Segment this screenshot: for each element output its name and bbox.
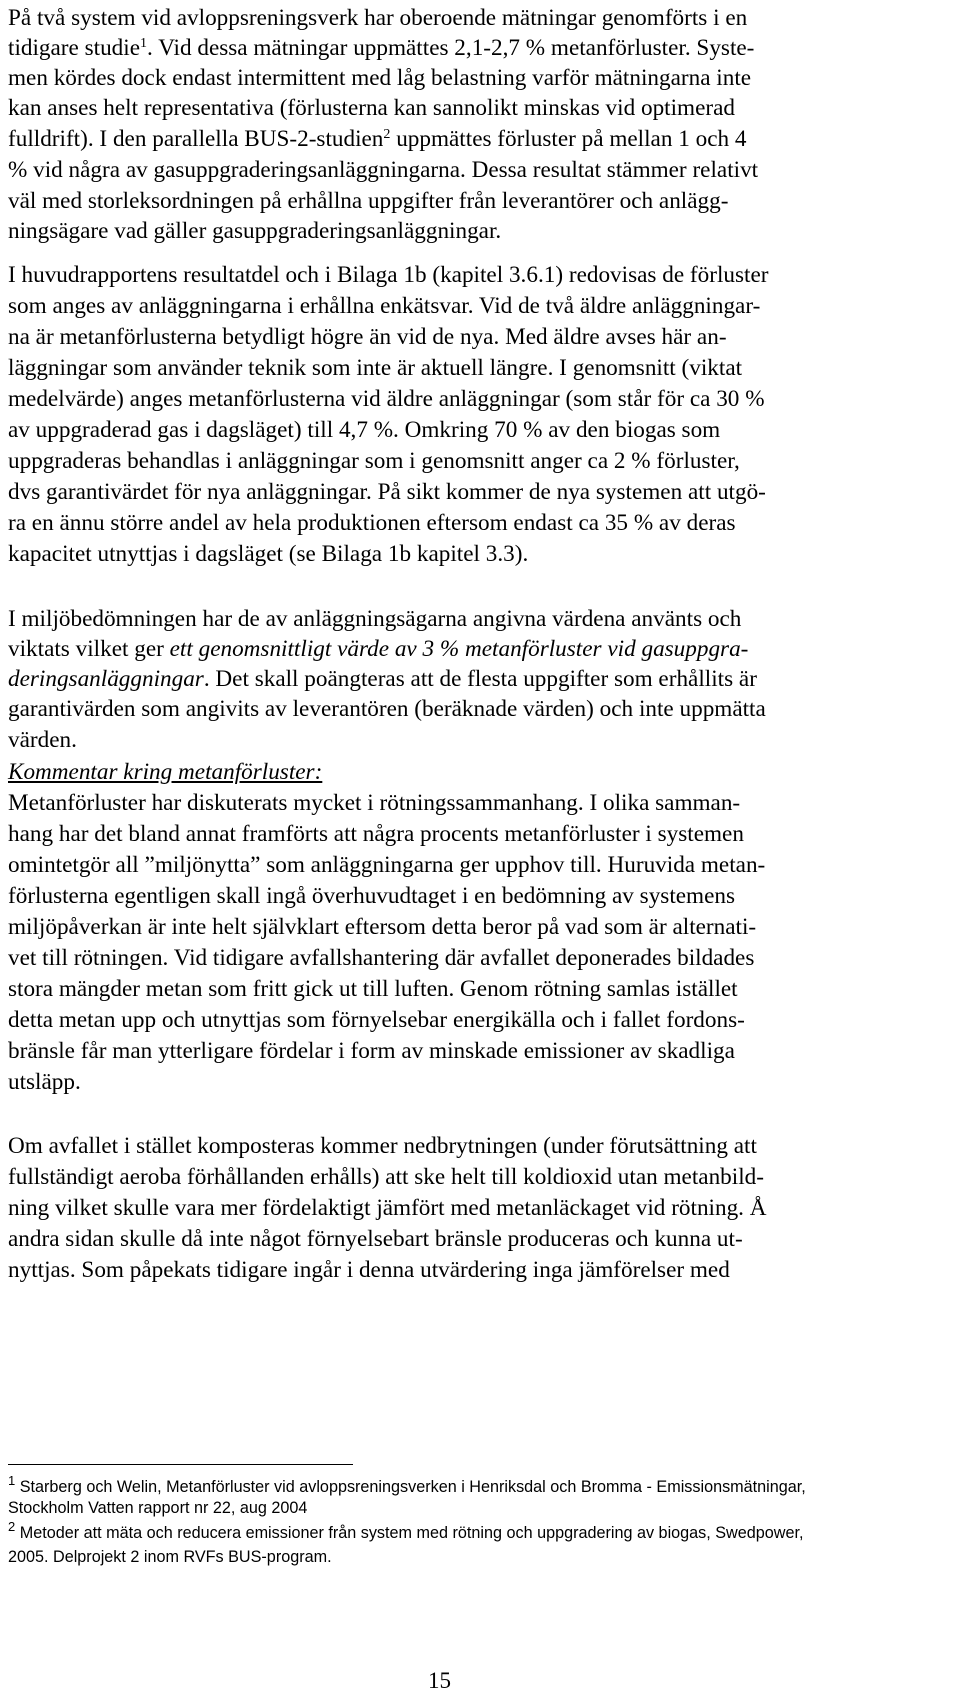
p1-line-7: väl med storleksordningen på erhållna uppgifter från leverantörer och anlägg-	[8, 188, 729, 214]
section-heading: Kommentar kring metanförluster:	[8, 759, 323, 785]
p4-line-2: hang har det bland annat framförts att några procents metanförluster i systemen	[8, 821, 744, 847]
p1-line-8: ningsägare vad gäller gasuppgraderingsanläggningar.	[8, 218, 502, 244]
p4-line-9: bränsle får man ytterligare fördelar i form av minskade emissioner av skadliga	[8, 1038, 735, 1064]
p3-line-5: värden.	[8, 727, 77, 753]
p4-line-8: detta metan upp och utnyttjas som förnyelsebar energikälla och i fallet fordons-	[8, 1007, 745, 1033]
p1-line-1: På två system vid avloppsreningsverk har oberoende mätningar genomförts i en	[8, 5, 748, 31]
p4-line-6: vet till rötningen. Vid tidigare avfallshantering där avfallet deponerades bildades	[8, 945, 755, 971]
p5-line-2: fullständigt aeroba förhållanden erhålls) att ske helt till koldioxid utan metanbild-	[8, 1164, 764, 1190]
p1-line-4: kan anses helt representativa (förlusterna kan sannolikt minskas vid optimerad	[8, 95, 735, 121]
p2-line-7: uppgraderas behandlas i anläggningar som i genomsnitt anger ca 2 % förluster,	[8, 448, 740, 474]
footnote-1-line-2: Stockholm Vatten rapport nr 22, aug 2004	[8, 1499, 308, 1517]
p3-line-3: deringsanläggningar. Det skall poängteras att de flesta uppgifter som erhållits är	[8, 666, 757, 692]
p2-line-4: läggningar som använder teknik som inte är aktuell längre. I genomsnitt (viktat	[8, 355, 743, 381]
p4-line-4: förlusterna egentligen skall ingå överhuvudtaget i en bedömning av systemens	[8, 883, 735, 909]
p1-line-2: tidigare studie$^1$. Vid dessa mätningar uppmättes 2,1-2,7 % metanförluster. Syste-	[8, 35, 755, 61]
p4-line-10: utsläpp.	[8, 1069, 81, 1095]
p5-line-4: andra sidan skulle då inte något förnyelsebart bränsle produceras och kunna ut-	[8, 1226, 743, 1252]
page-number: 15	[428, 1668, 451, 1693]
document-page	[8, 0, 953, 1701]
footnote-separator	[8, 1464, 353, 1465]
p4-line-5: miljöpåverkan är inte helt självklart eftersom detta beror på vad som är alternati-	[8, 914, 757, 940]
p3-line-4: garantivärden som angivits av leverantören (beräknade värden) och inte uppmätta	[8, 696, 766, 722]
p4-line-1: Metanförluster har diskuterats mycket i rötningssammanhang. I olika samman-	[8, 790, 741, 816]
footnote-1-line-1: $^1$ Starberg och Welin, Metanförluster vid avloppsreningsverken i Henriksdal och Bromma - Emissionsmätningar,	[8, 1473, 806, 1496]
p5-line-3: ning vilket skulle vara mer fördelaktigt jämfört med metanläckaget vid rötning. Å	[8, 1195, 767, 1221]
footnote-2-line-2: 2005. Delprojekt 2 inom RVFs BUS-program.	[8, 1548, 332, 1566]
p1-line-3: men kördes dock endast intermittent med låg belastning varför mätningarna inte	[8, 65, 752, 91]
p2-line-3: na är metanförlusterna betydligt högre än vid de nya. Med äldre avses här an-	[8, 324, 727, 350]
p5-line-1: Om avfallet i stället komposteras kommer nedbrytningen (under förutsättning att	[8, 1133, 757, 1159]
footnote-2-line-1: $^2$ Metoder att mäta och reducera emissioner från system med rötning och uppgradering av biogas, Swedpower,	[8, 1519, 804, 1542]
p2-line-8: dvs garantivärdet för nya anläggningar. På sikt kommer de nya systemen att utgö-	[8, 479, 766, 505]
p2-line-10: kapacitet utnyttjas i dagsläget (se Bilaga 1b kapitel 3.3).	[8, 541, 529, 567]
p2-line-9: ra en ännu större andel av hela produktionen eftersom endast ca 35 % av deras	[8, 510, 736, 536]
p1-line-6: % vid några av gasuppgraderingsanläggningarna. Dessa resultat stämmer relativt	[8, 157, 759, 183]
p5-line-5: nyttjas. Som påpekats tidigare ingår i denna utvärdering inga jämförelser med	[8, 1257, 730, 1283]
p2-line-1: I huvudrapportens resultatdel och i Bilaga 1b (kapitel 3.6.1) redovisas de förluster	[8, 262, 769, 288]
p4-line-7: stora mängder metan som fritt gick ut till luften. Genom rötning samlas istället	[8, 976, 738, 1002]
footnote-ref-2[interactable]: 2	[383, 127, 391, 142]
p1-line-5: fulldrift). I den parallella BUS-2-studien$^2$ uppmättes förluster på mellan 1 och 4	[8, 126, 747, 152]
p2-line-5: medelvärde) anges metanförlusterna vid äldre anläggningar (som står för ca 30 %	[8, 386, 765, 412]
p2-line-2: som anges av anläggningarna i erhållna enkätsvar. Vid de två äldre anläggningar-	[8, 293, 761, 319]
p3-line-2: viktats vilket ger ett genomsnittligt värde av 3 % metanförluster vid gasuppgra-	[8, 636, 749, 662]
footnote-ref-1[interactable]: 1	[140, 36, 148, 51]
p3-line-1: I miljöbedömningen har de av anläggningsägarna angivna värdena använts och	[8, 606, 742, 632]
p4-line-3: omintetgör all ”miljönytta” som anläggningarna ger upphov till. Huruvida metan-	[8, 852, 766, 878]
p2-line-6: av uppgraderad gas i dagsläget) till 4,7 %. Omkring 70 % av den biogas som	[8, 417, 721, 443]
